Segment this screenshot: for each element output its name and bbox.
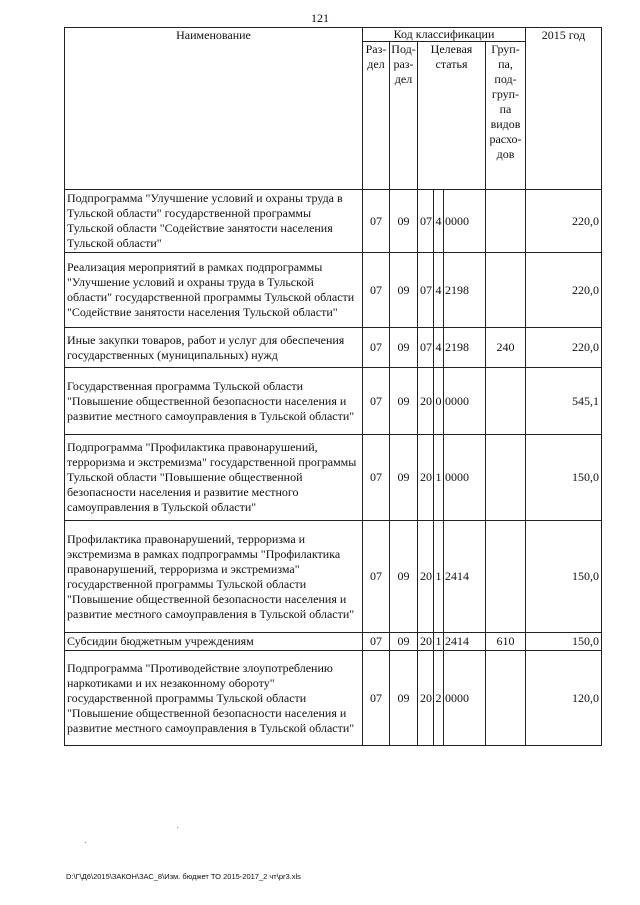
- row-name: Подпрограмма "Улучшение условий и охраны труда в Тульской области" государственной программы Тульской области "Содействие занятости населения Тульской области": [65, 190, 363, 253]
- row-subsection: 09: [390, 435, 418, 521]
- row-expense-group: 610: [486, 633, 526, 651]
- row-subsection: 09: [390, 521, 418, 633]
- row-target-subprogram: 1: [434, 435, 444, 521]
- row-target-program: 20: [418, 368, 434, 435]
- row-target-direction: 0000: [444, 190, 486, 253]
- row-target-subprogram: 4: [434, 328, 444, 368]
- row-expense-group: [486, 521, 526, 633]
- table-body: [65, 190, 602, 746]
- row-target-direction: 0000: [444, 651, 486, 746]
- row-subsection: 09: [390, 328, 418, 368]
- row-target-direction: 2198: [444, 253, 486, 328]
- year-column-header: 2015 год: [526, 28, 602, 190]
- subsection-column-header: Под- раз- дел: [390, 42, 418, 190]
- row-subsection: 09: [390, 633, 418, 651]
- row-amount: 220,0: [526, 328, 602, 368]
- budget-table: [64, 27, 602, 746]
- row-subsection: 09: [390, 368, 418, 435]
- row-section: 07: [363, 253, 390, 328]
- row-target-program: 20: [418, 435, 434, 521]
- row-expense-group: 240: [486, 328, 526, 368]
- row-target-direction: 0000: [444, 435, 486, 521]
- row-target-program: 20: [418, 521, 434, 633]
- row-target-subprogram: 2: [434, 651, 444, 746]
- row-expense-group: [486, 190, 526, 253]
- section-column-header: Раз- дел: [363, 42, 390, 190]
- row-target-direction: 2198: [444, 328, 486, 368]
- file-path: D:\Г\Д6\2015\ЗАКОН\ЗАС_8\Изм. бюджет ТО 2015-2017_2 чт\pr3.xls: [66, 872, 301, 881]
- row-amount: 150,0: [526, 521, 602, 633]
- scan-speck: ·: [176, 823, 180, 834]
- table-row: [65, 633, 602, 651]
- row-target-direction: 0000: [444, 368, 486, 435]
- name-column-header: Наименование: [65, 28, 363, 190]
- scan-speck: ·: [84, 838, 88, 849]
- row-name: Профилактика правонарушений, терроризма и экстремизма в рамках подпрограммы "Профилактика правонарушений, терроризма и экстремизма" государственной программы Тульской области "Повышение общественной безопасности населения и развитие местного самоуправления в Тульской области": [65, 521, 363, 633]
- row-name: Подпрограмма "Профилактика правонарушений, терроризма и экстремизма" государственной программы Тульской области "Повышение общественной безопасности населения и развитие местного самоуправления в Тульской области": [65, 435, 363, 521]
- row-name: Подпрограмма "Противодействие злоупотреблению наркотиками и их незаконному обороту" государственной программы Тульской области "Повышение общественной безопасности населения и развитие местного самоуправления в Тульской области": [65, 651, 363, 746]
- code-column-header: Код классификации: [363, 28, 526, 42]
- row-target-direction: 2414: [444, 633, 486, 651]
- row-expense-group: [486, 435, 526, 521]
- row-amount: 220,0: [526, 190, 602, 253]
- row-target-program: 07: [418, 328, 434, 368]
- row-subsection: 09: [390, 190, 418, 253]
- target-column-header: Целевая статья: [418, 42, 486, 190]
- table-row: [65, 253, 602, 328]
- group-column-header: Груп- па, под- груп- па видов расхо- дов: [486, 42, 526, 190]
- row-expense-group: [486, 368, 526, 435]
- row-target-subprogram: 1: [434, 633, 444, 651]
- row-target-subprogram: 1: [434, 521, 444, 633]
- page-number: 121: [311, 11, 329, 25]
- row-section: 07: [363, 435, 390, 521]
- table-row: [65, 328, 602, 368]
- row-target-subprogram: 4: [434, 253, 444, 328]
- row-amount: 150,0: [526, 633, 602, 651]
- row-target-subprogram: 0: [434, 368, 444, 435]
- row-section: 07: [363, 651, 390, 746]
- row-target-direction: 2414: [444, 521, 486, 633]
- row-name: Иные закупки товаров, работ и услуг для обеспечения государственных (муниципальных) нужд: [65, 328, 363, 368]
- table-row: [65, 651, 602, 746]
- row-target-subprogram: 4: [434, 190, 444, 253]
- row-target-program: 20: [418, 651, 434, 746]
- row-expense-group: [486, 253, 526, 328]
- table-row: [65, 190, 602, 253]
- row-name: Государственная программа Тульской области "Повышение общественной безопасности населения и развитие местного самоуправления в Тульской области": [65, 368, 363, 435]
- row-target-program: 07: [418, 190, 434, 253]
- row-target-program: 20: [418, 633, 434, 651]
- row-name: Субсидии бюджетным учреждениям: [65, 633, 363, 651]
- row-section: 07: [363, 190, 390, 253]
- table-header: [65, 28, 602, 190]
- row-expense-group: [486, 651, 526, 746]
- row-amount: 150,0: [526, 435, 602, 521]
- table-row: [65, 435, 602, 521]
- row-section: 07: [363, 521, 390, 633]
- row-amount: 120,0: [526, 651, 602, 746]
- row-amount: 220,0: [526, 253, 602, 328]
- table-row: [65, 368, 602, 435]
- row-name: Реализация мероприятий в рамках подпрограммы "Улучшение условий и охраны труда в Тульской области" государственной программы Тульской области "Содействие занятости населения Тульской области": [65, 253, 363, 328]
- row-amount: 545,1: [526, 368, 602, 435]
- row-target-program: 07: [418, 253, 434, 328]
- table-row: [65, 521, 602, 633]
- row-section: 07: [363, 328, 390, 368]
- row-subsection: 09: [390, 253, 418, 328]
- row-section: 07: [363, 633, 390, 651]
- row-subsection: 09: [390, 651, 418, 746]
- row-section: 07: [363, 368, 390, 435]
